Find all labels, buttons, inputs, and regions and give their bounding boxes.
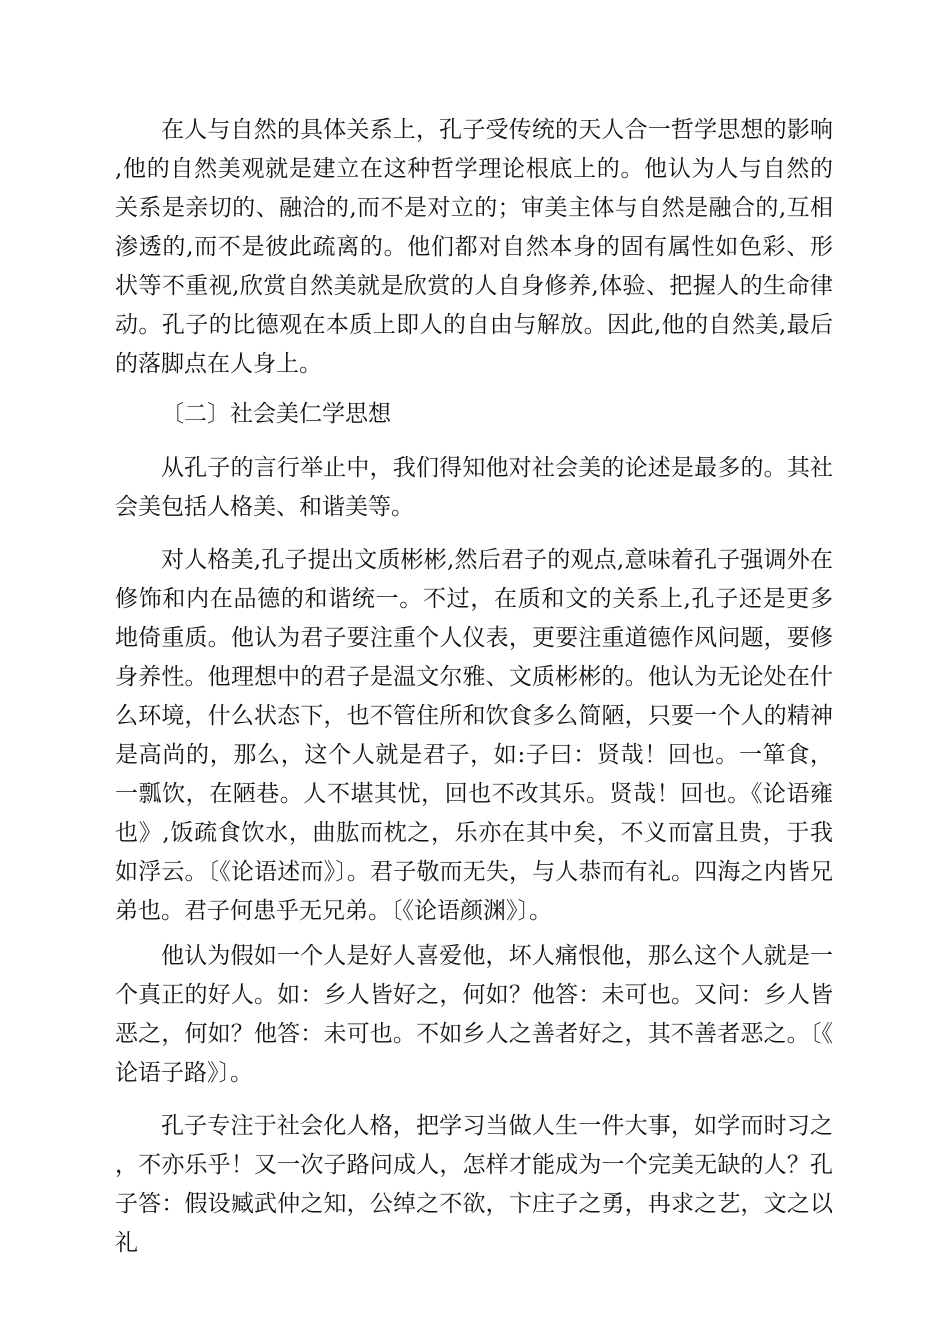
paragraph-good-person [115,937,833,1093]
section-heading [115,395,833,434]
paragraph-natural-beauty [115,111,833,384]
paragraph-social-beauty [115,449,833,527]
section-heading-text: 〔二〕社会美仁学思想 [161,401,391,427]
paragraph-text: 孔子专注于社会化人格，把学习当做人生一件大事，如学而时习之，不亦乐乎！又一次子路问成人，怎样才能成为一个完美无缺的人？孔子答：假设臧武仲之知，公绰之不欲，卞庄子之勇，冉求之艺，文之以礼 [115,1113,833,1256]
paragraph-text: 对人格美,孔子提出文质彬彬,然后君子的观点,意味着孔子强调外在修饰和内在品德的和谐统一。不过，在质和文的关系上,孔子还是更多地倚重质。他认为君子要注重个人仪表，更要注重道德作风问题，要修身养性。他理想中的君子是温文尔雅、文质彬彬的。他认为无论处在什么环境，什么状态下，也不管住所和饮食多么简陋，只要一个人的精神是高尚的，那么，这个人就是君子，如:子曰：贤哉！回也。一箪食，一瓢饮，在陋巷。人不堪其忧，回也不改其乐。贤哉！回也。《论语雍也》,饭疏食饮水，曲肱而枕之，乐亦在其中矣，不义而富且贵，于我如浮云。〔《论语述而》〕。君子敬而无失，与人恭而有礼。四海之内皆兄弟也。君子何患乎无兄弟。〔《论语颜渊》〕。 [115,547,833,924]
paragraph-text: 他认为假如一个人是好人喜爱他，坏人痛恨他，那么这个人就是一个真正的好人。如：乡人皆好之，何如？他答：未可也。又问：乡人皆恶之，何如？他答：未可也。不如乡人之善者好之，其不善者恶之。〔《论语子路》〕。 [115,943,833,1086]
paragraph-socialized-personality [115,1107,833,1263]
paragraph-text: 在人与自然的具体关系上，孔子受传统的天人合一哲学思想的影响,他的自然美观就是建立在这种哲学理论根底上的。他认为人与自然的关系是亲切的、融洽的,而不是对立的；审美主体与自然是融合的,互相渗透的,而不是彼此疏离的。他们都对自然本身的固有属性如色彩、形状等不重视,欣赏自然美就是欣赏的人自身修养,体验、把握人的生命律动。孔子的比德观在本质上即人的自由与解放。因此,他的自然美,最后的落脚点在人身上。 [115,117,833,377]
paragraph-text: 从孔子的言行举止中，我们得知他对社会美的论述是最多的。其社会美包括人格美、和谐美等。 [115,455,833,520]
paragraph-personality-beauty [115,541,833,931]
